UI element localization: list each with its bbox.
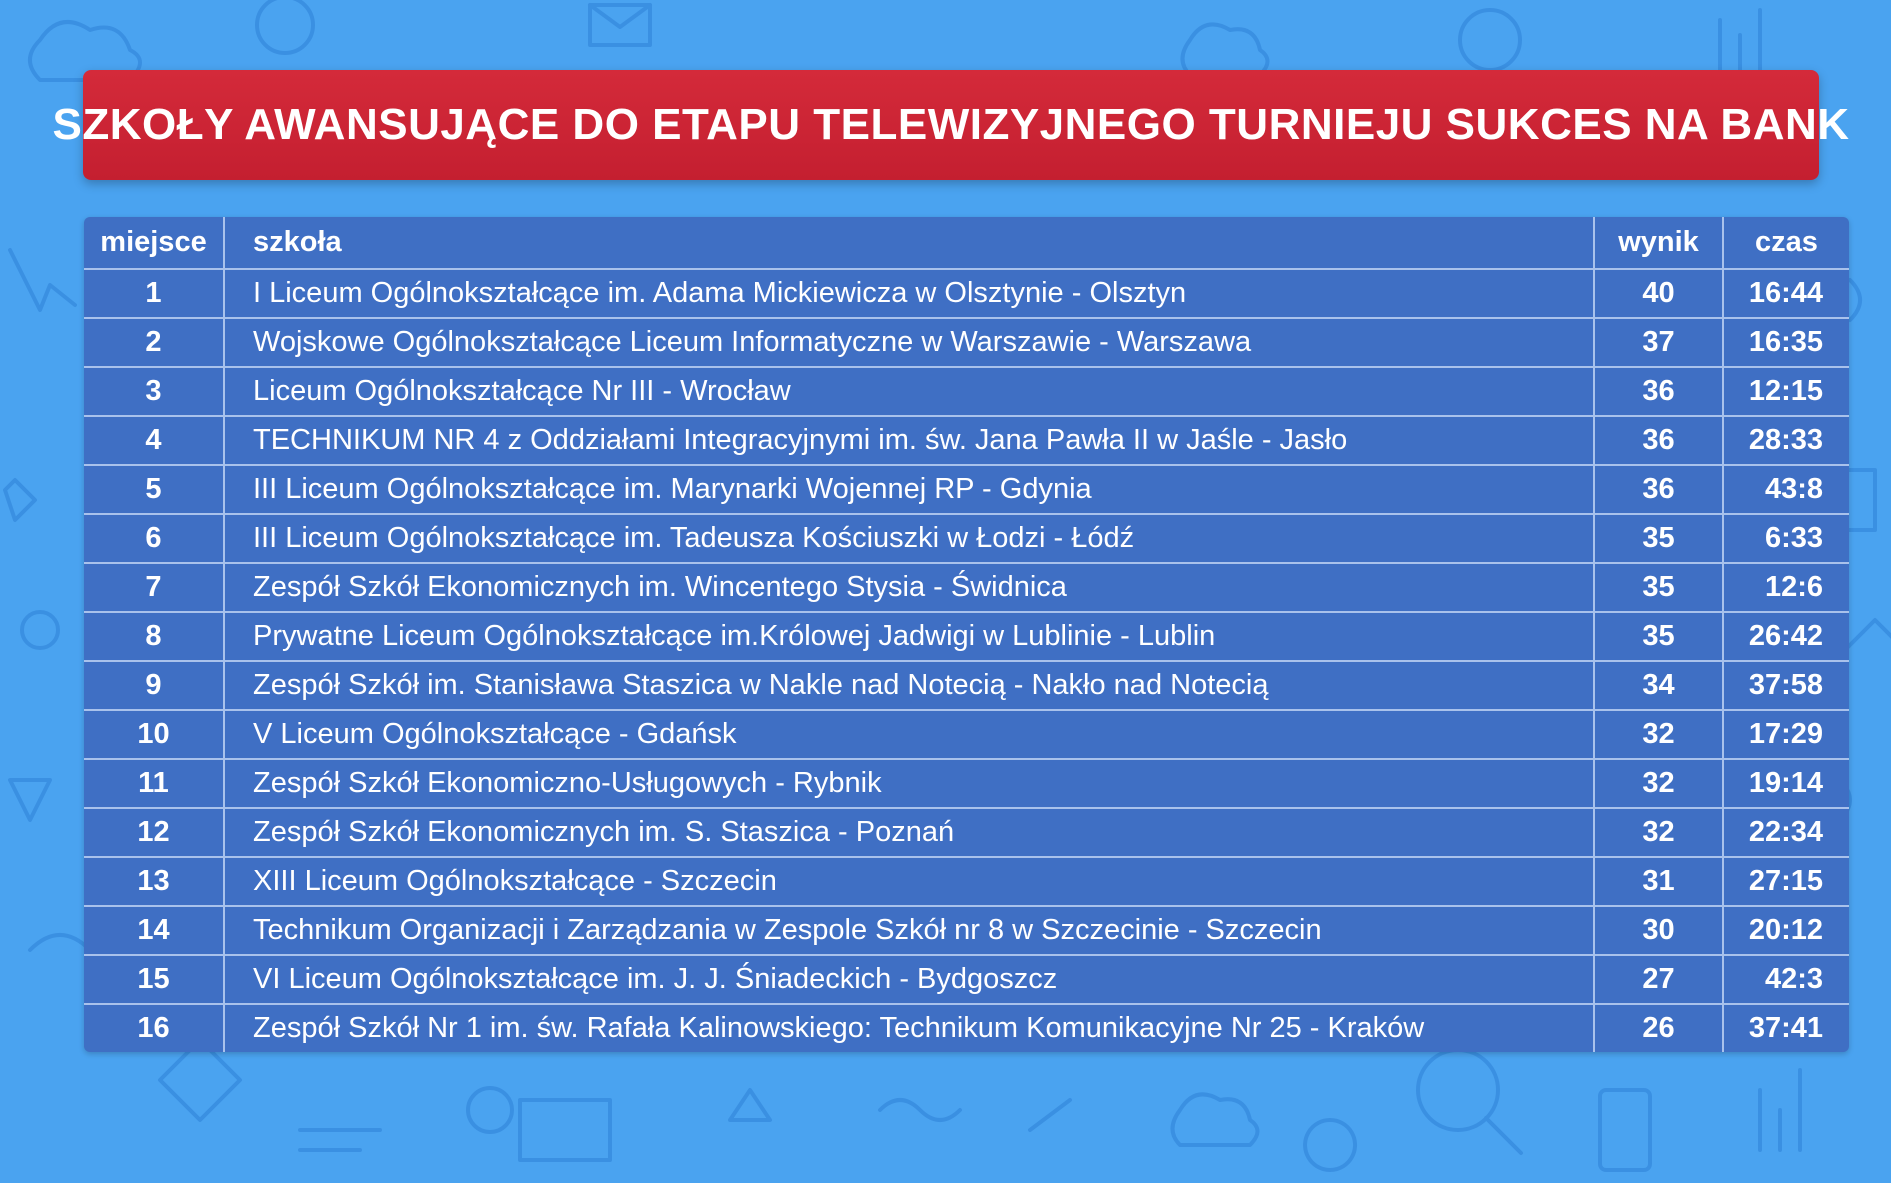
cell-score: 35	[1594, 612, 1723, 661]
cell-school: TECHNIKUM NR 4 z Oddziałami Integracyjnymi im. św. Jana Pawła II w Jaśle - Jasło	[224, 416, 1594, 465]
cell-school: Technikum Organizacji i Zarządzania w Zespole Szkół nr 8 w Szczecinie - Szczecin	[224, 906, 1594, 955]
table-row	[84, 857, 1849, 906]
cell-school: Zespół Szkół Ekonomicznych im. Wincentego Stysia - Świdnica	[224, 563, 1594, 612]
table-row	[84, 1004, 1849, 1052]
header-time: czas	[1723, 217, 1849, 269]
cell-school: III Liceum Ogólnokształcące im. Marynarki Wojennej RP - Gdynia	[224, 465, 1594, 514]
cell-school: XIII Liceum Ogólnokształcące - Szczecin	[224, 857, 1594, 906]
table-header-row	[84, 217, 1849, 269]
cell-time: 43:8	[1723, 465, 1849, 514]
cell-rank: 1	[84, 269, 224, 318]
cell-score: 32	[1594, 710, 1723, 759]
table-row	[84, 465, 1849, 514]
cell-time: 37:41	[1748, 1012, 1823, 1044]
cell-school: III Liceum Ogólnokształcące im. Tadeusza Kościuszki w Łodzi - Łódź	[224, 514, 1594, 563]
cell-school: V Liceum Ogólnokształcące - Gdańsk	[224, 710, 1594, 759]
cell-rank: 4	[84, 416, 224, 465]
cell-score: 35	[1594, 563, 1723, 612]
cell-rank: 8	[84, 612, 224, 661]
cell-time: 17:29	[1723, 710, 1849, 759]
cell-rank: 7	[84, 563, 224, 612]
cell-rank: 3	[84, 367, 224, 416]
cell-score: 36	[1594, 367, 1723, 416]
cell-score: 27	[1594, 955, 1723, 1004]
cell-rank: 6	[84, 514, 224, 563]
page-title: SZKOŁY AWANSUJĄCE DO ETAPU TELEWIZYJNEGO TURNIEJU SUKCES NA BANK	[52, 100, 1850, 149]
cell-time: 22:34	[1723, 808, 1849, 857]
header-rank: miejsce	[84, 217, 224, 269]
cell-rank: 12	[84, 808, 224, 857]
table-row	[84, 808, 1849, 857]
table-row	[84, 906, 1849, 955]
cell-time: 20:12	[1723, 906, 1849, 955]
cell-rank: 2	[84, 318, 224, 367]
cell-school: I Liceum Ogólnokształcące im. Adama Mickiewicza w Olsztynie - Olsztyn	[224, 269, 1594, 318]
cell-time: 12:15	[1723, 367, 1849, 416]
cell-score: 36	[1594, 465, 1723, 514]
cell-rank: 13	[84, 857, 224, 906]
cell-rank: 5	[84, 465, 224, 514]
cell-school: Liceum Ogólnokształcące Nr III - Wrocław	[224, 367, 1594, 416]
table-row	[84, 563, 1849, 612]
header-score: wynik	[1594, 217, 1723, 269]
cell-score: 32	[1594, 808, 1723, 857]
cell-time: 28:33	[1723, 416, 1849, 465]
cell-rank: 15	[84, 955, 224, 1004]
cell-school: VI Liceum Ogólnokształcące im. J. J. Śniadeckich - Bydgoszcz	[224, 955, 1594, 1004]
table-row	[84, 269, 1849, 318]
cell-time: 16:35	[1723, 318, 1849, 367]
cell-rank: 9	[84, 661, 224, 710]
cell-score: 36	[1594, 416, 1723, 465]
cell-school: Wojskowe Ogólnokształcące Liceum Informatyczne w Warszawie - Warszawa	[224, 318, 1594, 367]
cell-time: 26:42	[1723, 612, 1849, 661]
table-row	[84, 612, 1849, 661]
cell-score: 37	[1594, 318, 1723, 367]
cell-score: 32	[1594, 759, 1723, 808]
cell-time: 37:58	[1723, 661, 1849, 710]
table-row	[84, 318, 1849, 367]
cell-school: Zespół Szkół Nr 1 im. św. Rafała Kalinowskiego: Technikum Komunikacyjne Nr 25 - Kraków	[224, 1004, 1594, 1052]
results-table	[84, 217, 1849, 1052]
cell-score: 40	[1594, 269, 1723, 318]
cell-rank: 10	[84, 710, 224, 759]
cell-time: 27:15	[1723, 857, 1849, 906]
cell-school: Zespół Szkół Ekonomiczno-Usługowych - Rybnik	[224, 759, 1594, 808]
cell-score: 35	[1594, 514, 1723, 563]
table-row	[84, 367, 1849, 416]
table-row	[84, 759, 1849, 808]
cell-school: Zespół Szkół im. Stanisława Staszica w Nakle nad Notecią - Nakło nad Notecią	[224, 661, 1594, 710]
cell-time: 12:6	[1723, 563, 1849, 612]
cell-score: 31	[1594, 857, 1723, 906]
table-row	[84, 710, 1849, 759]
cell-school: Zespół Szkół Ekonomicznych im. S. Staszica - Poznań	[224, 808, 1594, 857]
cell-score: 34	[1594, 661, 1723, 710]
table-body	[84, 269, 1849, 1052]
cell-score: 26	[1594, 1004, 1723, 1052]
table-row	[84, 661, 1849, 710]
cell-time: 19:14	[1723, 759, 1849, 808]
cell-rank: 14	[84, 906, 224, 955]
table-row	[84, 514, 1849, 563]
cell-rank: 11	[84, 759, 224, 808]
table-row	[84, 416, 1849, 465]
title-banner	[52, 70, 1850, 180]
cell-score: 30	[1594, 906, 1723, 955]
cell-school: Prywatne Liceum Ogólnokształcące im.Królowej Jadwigi w Lublinie - Lublin	[224, 612, 1594, 661]
cell-time: 42:3	[1723, 955, 1849, 1004]
cell-time: 16:44	[1723, 269, 1849, 318]
cell-time: 6:33	[1723, 514, 1849, 563]
header-school: szkoła	[224, 217, 1594, 269]
cell-rank: 16	[84, 1004, 224, 1052]
table-row	[84, 955, 1849, 1004]
